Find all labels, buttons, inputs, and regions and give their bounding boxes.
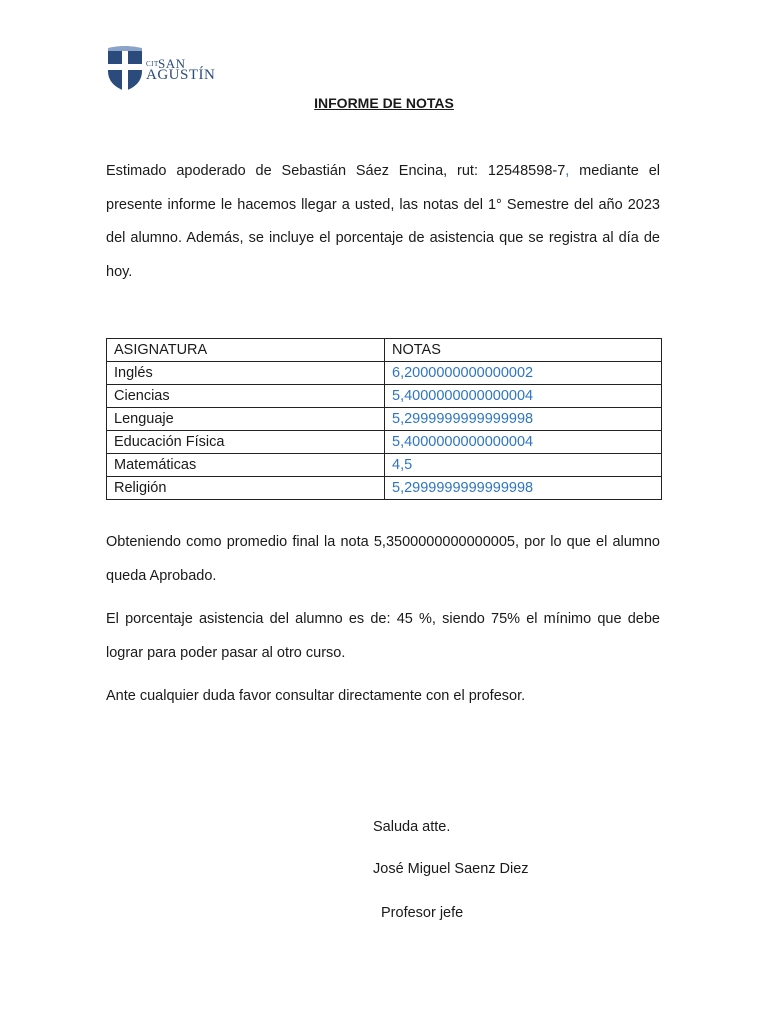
table-row [107,431,662,454]
contact-paragraph: Ante cualquier duda favor consultar directamente con el profesor. [106,688,526,704]
subject-cell: Ciencias [107,385,385,408]
table-row [107,477,662,500]
intro-part2: mediante el presente informe le hacemos llegar a usted, las notas del 1° Semestre del año 2023 del alumno. Además, se incluye el porcentaje de asistencia que se registra al día de hoy. [106,163,660,280]
average-paragraph: Obteniendo como promedio final la nota 5,3500000000000005, por lo que el alumno queda Aprobado. [106,534,660,584]
signature-name: José Miguel Saenz Diez [373,861,529,877]
table-row [107,454,662,477]
attendance-paragraph: El porcentaje asistencia del alumno es de: 45 %, siendo 75% el mínimo que debe lograr para poder pasar al otro curso. [106,611,660,661]
subject-cell: Matemáticas [107,454,385,477]
grade-cell: 6,2000000000000002 [385,362,662,385]
subject-cell: Religión [107,477,385,500]
logo-line2: AGUSTÍN [146,67,216,83]
document-title: INFORME DE NOTAS [314,95,454,111]
table-row [107,408,662,431]
signature-role: Profesor jefe [381,905,464,921]
subject-cell: Inglés [107,362,385,385]
grade-cell: 5,4000000000000004 [385,385,662,408]
grade-cell: 5,2999999999999998 [385,408,662,431]
intro-comma: , [565,163,570,179]
grades-table [106,338,662,500]
grade-cell: 4,5 [385,454,662,477]
signature-greeting: Saluda atte. [373,819,451,835]
header-subject: ASIGNATURA [107,339,385,362]
grade-cell: 5,4000000000000004 [385,431,662,454]
grade-cell: 5,2999999999999998 [385,477,662,500]
table-row [107,385,662,408]
intro-paragraph [106,155,660,289]
logo-prefix: CIT [146,60,159,68]
header-grade: NOTAS [385,339,662,362]
table-row [107,362,662,385]
logo-line1: SAN [158,56,186,71]
table-header-row [107,339,662,362]
subject-cell: Educación Física [107,431,385,454]
intro-part1: Estimado apoderado de Sebastián Sáez Encina, rut: 12548598-7 [106,163,566,179]
subject-cell: Lenguaje [107,408,385,431]
